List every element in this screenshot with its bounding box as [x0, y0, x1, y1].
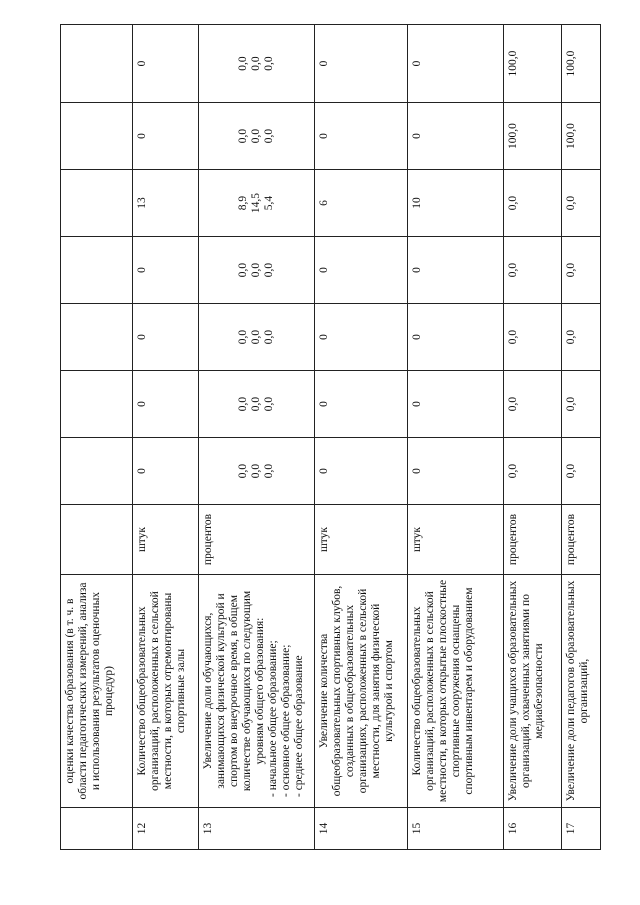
- description-line: Увеличение доли педагогов образовательных организаций,: [565, 580, 590, 802]
- level-value: 0,0: [263, 329, 275, 345]
- value-cell-c7: 100,0: [504, 25, 562, 103]
- description-line: Увеличение количества общеобразовательных спортивных клубов, созданных в общеобразовательных организациях, расположенных в сельской местности, для занятия физической культурой и спортом: [318, 585, 395, 797]
- value-cell-c5: 13: [133, 170, 199, 237]
- description-line: Увеличение доли учащихся образовательных организаций, охваченных занятиями по медиабезопасности: [507, 580, 545, 802]
- value-cell-c4: 0: [408, 237, 504, 304]
- row-number-cell: 15: [408, 808, 504, 850]
- level-value: 0,0: [250, 56, 262, 71]
- level-value: 0,0: [250, 329, 262, 345]
- table-row: [408, 25, 504, 850]
- value-cell-c3: 0,0: [504, 304, 562, 371]
- value-cell-c1: 0,0: [504, 438, 562, 505]
- table-row: [315, 25, 408, 850]
- value-cell-c3: 0: [315, 304, 408, 371]
- unit-cell: [61, 505, 133, 575]
- unit-cell: процентов: [562, 505, 601, 575]
- value-cell-c4: 0: [315, 237, 408, 304]
- value-cell-c7: 0: [408, 25, 504, 103]
- unit-cell: процентов: [199, 505, 315, 575]
- value-cell-c2: 0,0: [504, 371, 562, 438]
- table-row: [562, 25, 601, 850]
- value-cell-c2: [199, 371, 315, 438]
- description-line: - среднее общее образование: [293, 655, 305, 797]
- row-number-cell: [61, 808, 133, 850]
- indicator-description-cell: [408, 575, 504, 808]
- row-number-cell: 13: [199, 808, 315, 850]
- value-cell-c7: 100,0: [562, 25, 601, 103]
- row-number-cell: 14: [315, 808, 408, 850]
- level-value: 14,5: [250, 192, 262, 214]
- description-line: Количество общеобразовательных организаций, расположенных в сельской местности, в которых отремонтированы спортивные залы: [136, 591, 187, 791]
- table-row: [133, 25, 199, 850]
- indicator-description-cell: [133, 575, 199, 808]
- value-cell-c1: 0: [408, 438, 504, 505]
- level-value: 0,0: [263, 396, 275, 412]
- level-value: 0,0: [263, 262, 275, 278]
- value-cell-c5: 10: [408, 170, 504, 237]
- value-cell-c1: 0,0: [562, 438, 601, 505]
- table-row: [199, 25, 315, 850]
- indicators-table: [60, 24, 601, 850]
- level-value: 0,0: [263, 463, 275, 479]
- level-value: 0,0: [237, 128, 249, 144]
- level-value: 0,0: [263, 56, 275, 71]
- description-line: оценки качества образования (в т. ч. в области педагогических измерений, анализа и использования результатов оценочных процедур): [64, 582, 115, 800]
- description-line: - начальное общее образование;: [267, 640, 279, 797]
- value-cell-c4: 0,0: [562, 237, 601, 304]
- indicator-description-cell: [504, 575, 562, 808]
- value-cell-c7: [199, 25, 315, 103]
- value-cell-c7: [61, 25, 133, 103]
- description-line: Увеличение доли обучающихся, занимающихся физической культурой и спортом во внеурочное время, в общем количестве обучающихся по следующим уровням общего образования:: [202, 590, 266, 792]
- table-row: [61, 25, 133, 850]
- level-value: 0,0: [237, 56, 249, 71]
- value-cell-c5: [61, 170, 133, 237]
- level-value: 0,0: [237, 262, 249, 278]
- value-cell-c1: 0: [315, 438, 408, 505]
- value-cell-c4: [61, 237, 133, 304]
- value-cell-c2: 0: [133, 371, 199, 438]
- value-cell-c1: [199, 438, 315, 505]
- value-cell-c1: 0: [133, 438, 199, 505]
- value-cell-c2: 0,0: [562, 371, 601, 438]
- unit-cell: штук: [408, 505, 504, 575]
- indicator-description-cell: [315, 575, 408, 808]
- value-cell-c3: [199, 304, 315, 371]
- value-cell-c6: 0: [133, 103, 199, 170]
- unit-cell: штук: [315, 505, 408, 575]
- value-cell-c4: 0,0: [504, 237, 562, 304]
- table-row: [504, 25, 562, 850]
- value-cell-c2: 0: [408, 371, 504, 438]
- value-cell-c2: 0: [315, 371, 408, 438]
- value-cell-c3: 0,0: [562, 304, 601, 371]
- description-line: Количество общеобразовательных организаций, расположенных в сельской местности, в которых открытые плоскостные спортивные сооружения оснащены спортивным инвентарем и оборудованием: [411, 579, 475, 803]
- level-value: 0,0: [250, 128, 262, 144]
- level-value: 5,4: [263, 195, 275, 211]
- value-cell-c5: [199, 170, 315, 237]
- table-body: [61, 25, 601, 850]
- value-cell-c1: [61, 438, 133, 505]
- description-line: - основное общее образование;: [280, 644, 292, 797]
- value-cell-c3: [61, 304, 133, 371]
- value-cell-c4: 0: [133, 237, 199, 304]
- level-value: 0,0: [237, 329, 249, 345]
- value-cell-c6: [61, 103, 133, 170]
- indicator-description-cell: [61, 575, 133, 808]
- indicator-description-cell: [199, 575, 315, 808]
- row-number-cell: 12: [133, 808, 199, 850]
- level-value: 0,0: [250, 262, 262, 278]
- value-cell-c6: 100,0: [562, 103, 601, 170]
- value-cell-c4: [199, 237, 315, 304]
- unit-cell: штук: [133, 505, 199, 575]
- row-number-cell: 17: [562, 808, 601, 850]
- value-cell-c2: [61, 371, 133, 438]
- level-value: 0,0: [237, 463, 249, 479]
- level-value: 0,0: [250, 396, 262, 412]
- level-value: 0,0: [237, 396, 249, 412]
- rotated-table-wrapper: [60, 25, 600, 850]
- row-number-cell: 16: [504, 808, 562, 850]
- value-cell-c6: [199, 103, 315, 170]
- value-cell-c7: 0: [133, 25, 199, 103]
- value-cell-c5: 0,0: [562, 170, 601, 237]
- value-cell-c7: 0: [315, 25, 408, 103]
- indicator-description-cell: [562, 575, 601, 808]
- level-value: 0,0: [263, 128, 275, 144]
- value-cell-c5: 6: [315, 170, 408, 237]
- value-cell-c6: 0: [315, 103, 408, 170]
- unit-cell: процентов: [504, 505, 562, 575]
- value-cell-c6: 0: [408, 103, 504, 170]
- value-cell-c6: 100,0: [504, 103, 562, 170]
- value-cell-c3: 0: [133, 304, 199, 371]
- value-cell-c3: 0: [408, 304, 504, 371]
- level-value: 8,9: [237, 195, 249, 211]
- value-cell-c5: 0,0: [504, 170, 562, 237]
- level-value: 0,0: [250, 463, 262, 479]
